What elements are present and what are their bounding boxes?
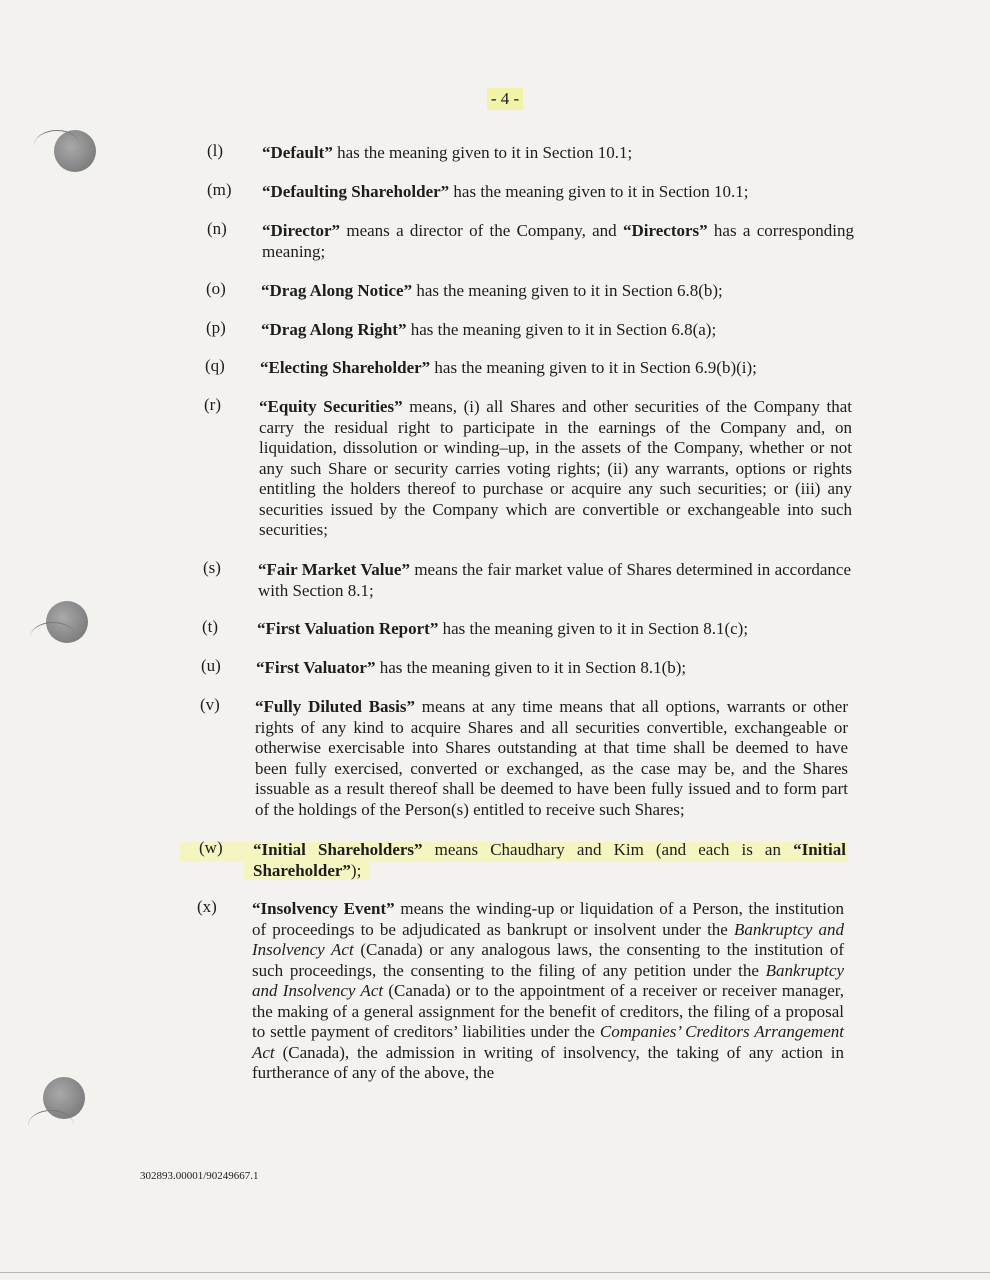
defined-term: “Fair Market Value” <box>258 560 410 579</box>
definition-body-2: (Canada) or any analogous laws, the consenting to the institution of such proceedings, the consenting to the filing of any petition under the <box>252 940 844 980</box>
punch-hole-arc-middle <box>30 622 76 653</box>
definition-insolvency-event <box>252 899 844 1084</box>
item-label-v: (v) <box>200 695 220 714</box>
definition-fair-market-value <box>258 560 851 601</box>
item-label-u: (u) <box>201 656 221 675</box>
definition-first-valuation-report <box>257 619 847 640</box>
item-label-t: (t) <box>202 617 219 636</box>
definition-body: has the meaning given to it in Section 8.1(c); <box>438 619 749 638</box>
definition-director <box>262 221 854 262</box>
definition-body-tail: ); <box>350 860 362 880</box>
definition-body: means a director of the Company, and <box>340 221 623 240</box>
definition-body: means, (i) all Shares and other securities of the Company that carry the residual right to participate in the earnings of the Company and, on liquidation, dissolution or winding–up, in the assets of the Company, whether or not any such Share or security carries voting rights; (ii) any warrants, options or rights entitling the holders thereof to purchase or acquire any such securities; or (iii) any securities issued by the Company which are convertible or exchangeable into such securities; <box>259 397 852 539</box>
defined-term: “Drag Along Notice” <box>261 281 413 300</box>
item-label-o: (o) <box>206 279 226 298</box>
scan-edge-line <box>0 1272 990 1273</box>
definition-body: means Chaudhary and Kim (and each is an <box>422 840 794 859</box>
item-label-p: (p) <box>206 318 226 337</box>
defined-term-plural: “Directors” <box>622 221 708 240</box>
definition-drag-along-right <box>261 320 851 341</box>
punch-hole-arc-top <box>34 130 80 161</box>
definition-body: means the winding-up or liquidation of a Person, the institution of proceedings to be adjudicated as bankrupt or insolvent under the <box>252 899 844 939</box>
definition-first-valuator <box>256 658 846 679</box>
item-label-w: (w) <box>199 838 223 857</box>
item-label-q: (q) <box>205 356 225 375</box>
defined-term: “Insolvency Event” <box>252 899 395 918</box>
defined-term: “Director” <box>262 221 341 240</box>
defined-term: “First Valuator” <box>256 658 376 677</box>
definition-default <box>262 143 852 164</box>
item-label-s: (s) <box>203 558 221 577</box>
defined-term: “Defaulting Shareholder” <box>262 182 450 201</box>
definition-body: means the fair market value of Shares determined in accordance with Section 8.1; <box>258 560 851 600</box>
definition-body: has the meaning given to it in Section 8.1(b); <box>375 658 687 677</box>
definition-equity-securities <box>259 397 852 541</box>
definition-body: has the meaning given to it in Section 6.8(a); <box>406 320 717 339</box>
definition-fully-diluted-basis <box>255 697 848 820</box>
definition-body: has the meaning given to it in Section 6.8(b); <box>412 281 723 300</box>
punch-hole-arc-bottom <box>28 1110 74 1141</box>
statute-name-2: Bankruptcy and Insolvency Act <box>252 960 844 1000</box>
definition-body-tail: has a corresponding meaning; <box>262 221 854 261</box>
definition-body-3: (Canada) or to the appointment of a receiver or receiver manager, the making of a general assignment for the benefit of creditors, the filing of a proposal to settle payment of creditors’ liabilities under the <box>252 981 844 1041</box>
defined-term: “Equity Securities” <box>259 397 403 416</box>
item-label-n: (n) <box>207 219 227 238</box>
definition-body: means at any time means that all options, warrants or other rights of any kind to acquire Shares and all securities convertible, exchangeable or otherwise exercisable into Shares outstanding at that time shall be deemed to have been fully exercised, converted or exchanged, as the case may be, and the Shares issuable as a result thereof shall be deemed to have been fully issued and to form part of the holdings of the Person(s) entitled to receive such Shares; <box>255 697 848 819</box>
definition-defaulting-shareholder <box>262 182 852 203</box>
item-label-m: (m) <box>207 180 232 199</box>
defined-term: “First Valuation Report” <box>257 619 439 638</box>
definition-body-4: (Canada), the admission in writing of insolvency, the taking of any action in furtherance of any of the above, the <box>252 1042 844 1082</box>
item-label-x: (x) <box>197 897 217 916</box>
definition-initial-shareholders <box>253 840 846 881</box>
definition-drag-along-notice <box>261 281 851 302</box>
defined-term: “Drag Along Right” <box>261 320 407 339</box>
defined-term: “Electing Shareholder” <box>260 358 431 377</box>
definition-body: has the meaning given to it in Section 6.9(b)(i); <box>430 358 757 377</box>
defined-term: “Initial Shareholders” <box>253 840 423 859</box>
definition-body: has the meaning given to it in Section 10.1; <box>332 143 633 162</box>
defined-term-singular: “Initial Shareholder” <box>253 840 846 880</box>
document-reference-footer: 302893.00001/90249667.1 <box>140 1170 259 1182</box>
definition-body: has the meaning given to it in Section 10.1; <box>449 182 749 201</box>
defined-term: “Fully Diluted Basis” <box>255 697 415 716</box>
statute-name-3: Companies’ Creditors Arrangement Act <box>252 1022 844 1062</box>
item-label-l: (l) <box>207 141 224 160</box>
definition-electing-shareholder <box>260 358 850 379</box>
item-label-r: (r) <box>204 395 221 414</box>
statute-name: Bankruptcy and Insolvency Act <box>252 919 844 959</box>
page-number: - 4 - <box>487 88 523 110</box>
defined-term: “Default” <box>262 143 333 162</box>
